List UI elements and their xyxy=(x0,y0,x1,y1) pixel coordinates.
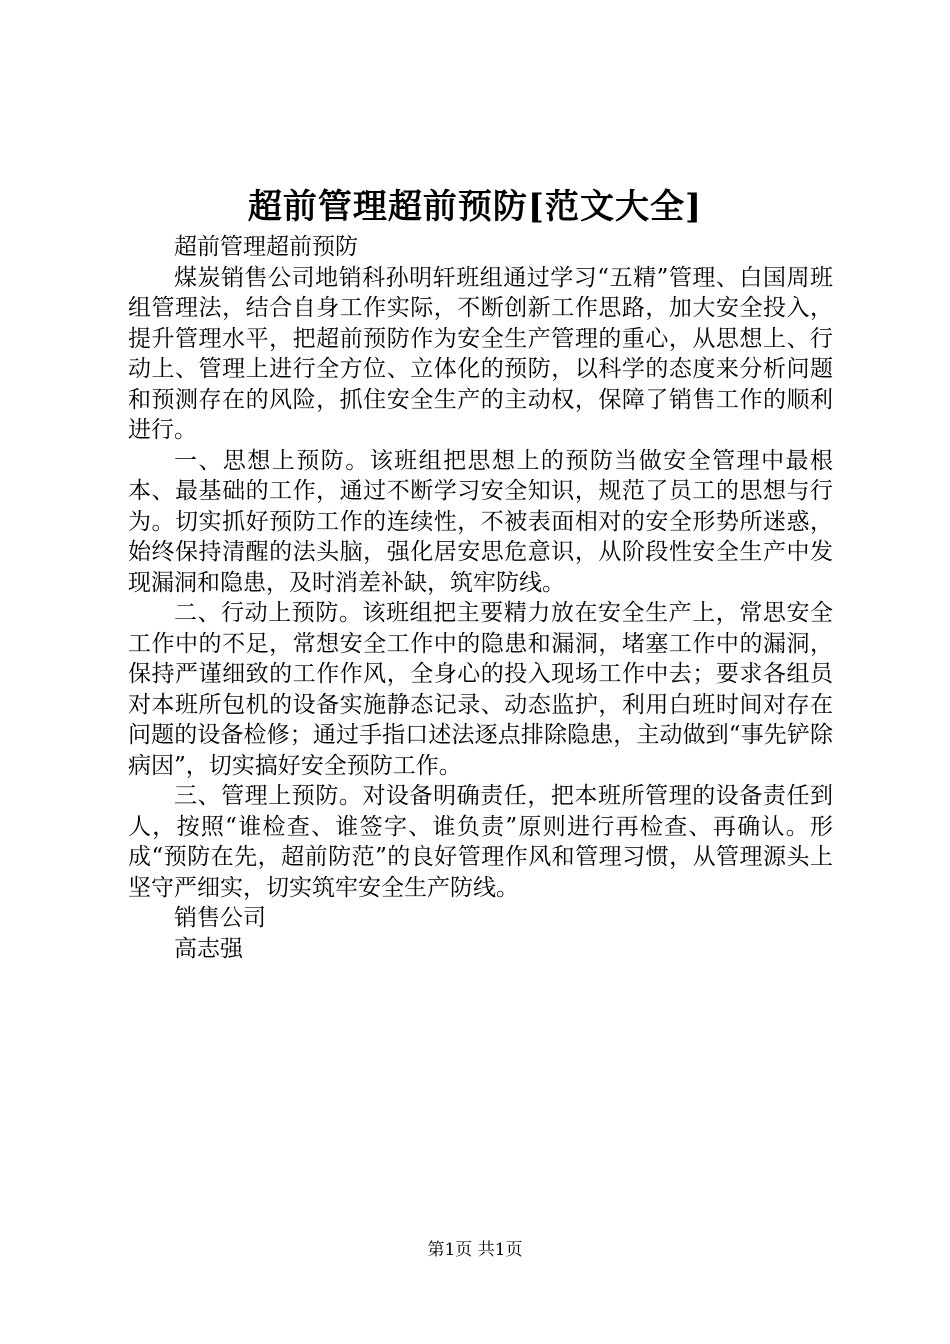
document-title: 超前管理超前预防[范文大全] xyxy=(247,187,703,227)
page-number: 第1页 共1页 xyxy=(427,1240,523,1260)
paragraph-management-prevention: 三、管理上预防。对设备明确责任，把本班所管理的设备责任到人，按照“谁检查、谁签字、谁负责”原则进行再检查、再确认。形成“预防在先，超前防范”的良好管理作风和管理习惯，从管理源头上坚守严细实，切实筑牢安全生产防线。 xyxy=(128,783,833,901)
signature-name: 高志强 xyxy=(174,935,243,962)
document-body xyxy=(128,232,833,964)
paragraph-intro: 煤炭销售公司地销科孙明轩班组通过学习“五精”管理、白国周班组管理法，结合自身工作实际，不断创新工作思路，加大安全投入，提升管理水平，把超前预防作为安全生产管理的重心，从思想上、行动上、管理上进行全方位、立体化的预防，以科学的态度来分析问题和预测存在的风险，抓住安全生产的主动权，保障了销售工作的顺利进行。 xyxy=(128,264,833,443)
document-subtitle: 超前管理超前预防 xyxy=(174,234,358,260)
paragraph-thought-prevention: 一、思想上预防。该班组把思想上的预防当做安全管理中最根本、最基础的工作，通过不断学习安全知识，规范了员工的思想与行为。切实抓好预防工作的连续性，不被表面相对的安全形势所迷惑，始终保持清醒的法头脑，强化居安思危意识，从阶段性安全生产中发现漏洞和隐患，及时消差补缺，筑牢防线。 xyxy=(128,447,833,596)
signature-organization: 销售公司 xyxy=(174,905,266,931)
paragraph-action-prevention: 二、行动上预防。该班组把主要精力放在安全生产上，常思安全工作中的不足，常想安全工作中的隐患和漏洞，堵塞工作中的漏洞，保持严谨细致的工作作风，全身心的投入现场工作中去；要求各组员对本班所包机的设备实施静态记录、动态监护，利用白班时间对存在问题的设备检修；通过手指口述法逐点排除隐患，主动做到“事先铲除病因”，切实搞好安全预防工作。 xyxy=(128,600,833,779)
